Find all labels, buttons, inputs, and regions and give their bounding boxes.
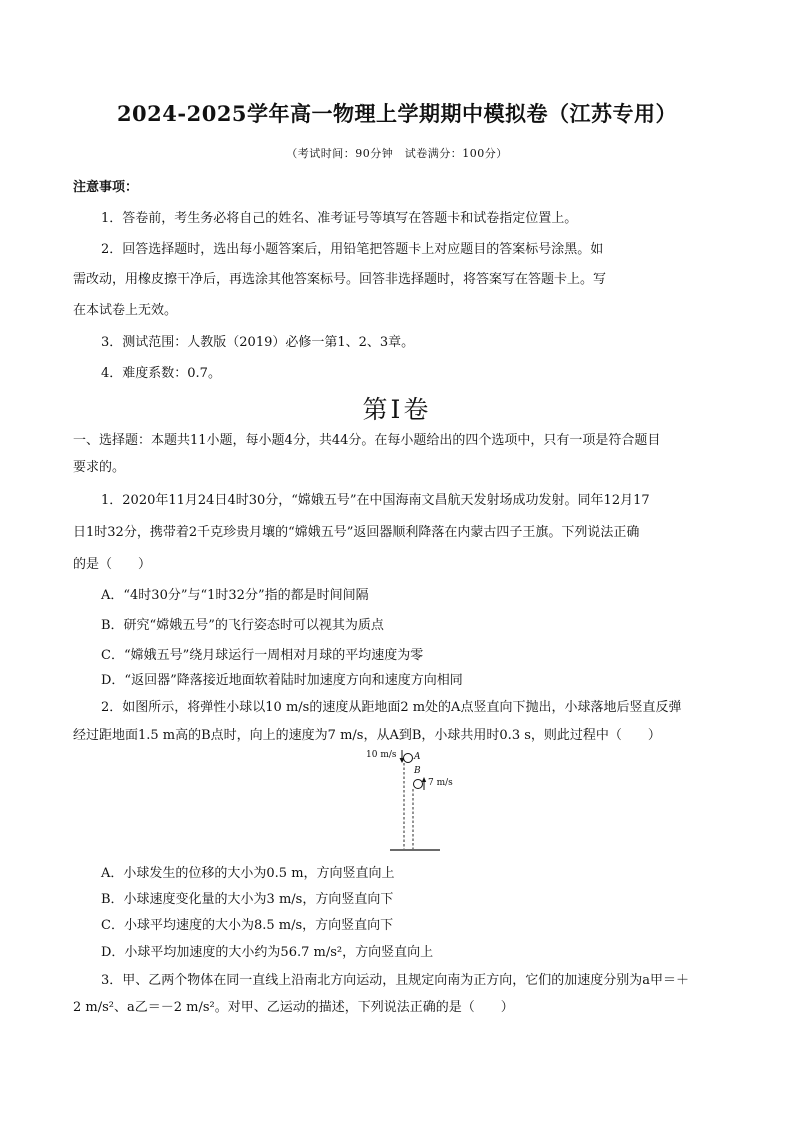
- question-1-option-c: C．“嫦娥五号”绕月球运行一周相对月球的平均速度为零: [101, 648, 424, 663]
- question-1-stem: 1．2020年11月24日4时30分，“嫦娥五号”在中国海南文昌航天发射场成功发射。同年12月17: [101, 493, 650, 508]
- notice-line: 1．答卷前，考生务必将自己的姓名、准考证号等填写在答题卡和试卷指定位置上。: [101, 211, 578, 226]
- question-1-stem: 日1时32分，携带着2千克珍贵月壤的“嫦娥五号”返回器顺利降落在内蒙古四子王旗。下列说法正确: [73, 525, 640, 540]
- question-1-option-a: A．“4时30分”与“1时32分”指的都是时间间隔: [101, 588, 369, 603]
- bouncing-ball-figure: [360, 746, 470, 854]
- label-speed-down: 10 m/s: [366, 750, 397, 760]
- question-3-stem: 3．甲、乙两个物体在同一直线上沿南北方向运动，且规定向南为正方向，它们的加速度分别为a甲＝＋: [101, 973, 690, 988]
- question-2-option-d: D．小球平均加速度的大小约为56.7 m/s²，方向竖直向上: [101, 945, 434, 960]
- bouncing-ball-diagram: [360, 746, 470, 854]
- upward-arrow-head: [422, 777, 426, 782]
- question-2-option-a: A．小球发生的位移的大小为0.5 m，方向竖直向上: [101, 866, 395, 881]
- question-2-stem: 2．如图所示，将弹性小球以10 m/s的速度从距地面2 m处的A点竖直向下抛出，小球落地后竖直反弹: [101, 700, 682, 715]
- notice-line: 2．回答选择题时，选出每小题答案后，用铅笔把答题卡上对应题目的答案标号涂黑。如: [101, 242, 604, 257]
- notice-heading: 注意事项：: [73, 180, 139, 195]
- ball-at-a: [404, 754, 413, 763]
- section-title: 第Ⅰ卷: [362, 395, 432, 424]
- question-2-option-b: B．小球速度变化量的大小为3 m/s，方向竖直向下: [101, 892, 394, 907]
- ball-at-b: [414, 780, 423, 789]
- notice-line: 3．测试范围：人教版（2019）必修一第1、2、3章。: [101, 335, 415, 350]
- exam-subtitle: （考试时间：90分钟 试卷满分：100分）: [286, 147, 508, 160]
- question-1-option-d: D．“返回器”降落接近地面软着陆时加速度方向和速度方向相同: [101, 673, 463, 688]
- label-speed-up: 7 m/s: [428, 778, 453, 788]
- label-point-a: A: [414, 752, 421, 762]
- part-one-instructions: 要求的。: [73, 460, 126, 475]
- question-1-stem: 的是（ ）: [73, 557, 152, 572]
- question-2-option-c: C．小球平均速度的大小为8.5 m/s，方向竖直向下: [101, 918, 394, 933]
- exam-title: 2024-2025学年高一物理上学期期中模拟卷（江苏专用）: [116, 101, 678, 126]
- notice-line: 在本试卷上无效。: [73, 303, 178, 318]
- part-one-instructions: 一、选择题：本题共11小题，每小题4分，共44分。在每小题给出的四个选项中，只有一项是符合题目: [73, 433, 661, 448]
- notice-line: 4．难度系数：0.7。: [101, 366, 221, 381]
- question-2-stem: 经过距地面1.5 m高的B点时，向上的速度为7 m/s，从A到B，小球共用时0.3 s，则此过程中（ ）: [73, 728, 661, 743]
- question-3-stem: 2 m/s²、a乙＝－2 m/s²。对甲、乙运动的描述，下列说法正确的是（ ）: [73, 1000, 514, 1015]
- question-1-option-b: B．研究“嫦娥五号”的飞行姿态时可以视其为质点: [101, 618, 384, 633]
- notice-line: 需改动，用橡皮擦干净后，再选涂其他答案标号。回答非选择题时，将答案写在答题卡上。写: [73, 272, 607, 287]
- label-point-b: B: [414, 766, 421, 776]
